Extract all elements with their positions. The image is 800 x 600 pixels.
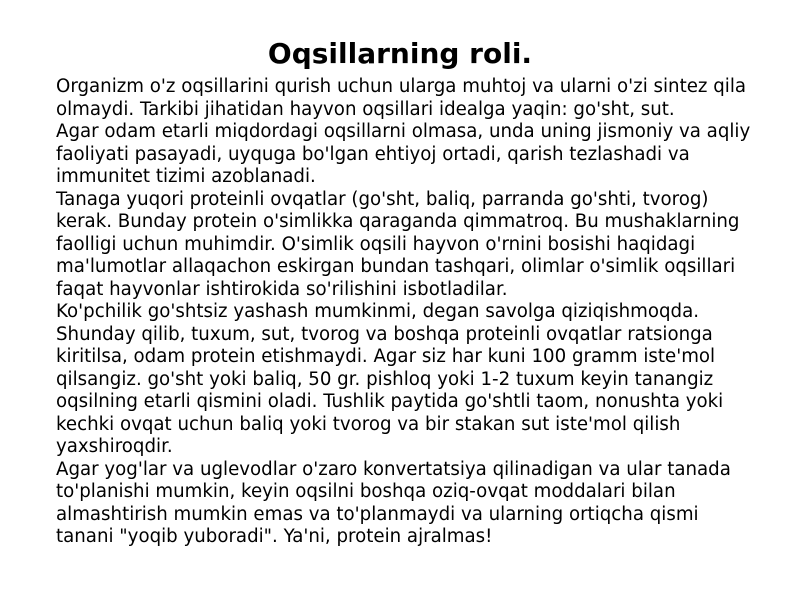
text-line: kiritilsa, odam protein etishmaydi. Agar siz har kuni 100 gramm iste'mol — [56, 346, 716, 367]
text-line: Shunday qilib, tuxum, sut, tvorog va boshqa proteinli ovqatlar ratsionga — [56, 323, 713, 345]
text-line: qilsangiz. go'sht yoki baliq, 50 gr. pishloq yoki 1-2 tuxum keyin tanangiz — [56, 368, 714, 390]
text-line: Agar odam etarli miqdordagi oqsillarni olmasa, unda uning jismoniy va aqliy — [56, 121, 751, 142]
text-line: yaxshiroqdir. — [56, 436, 173, 457]
text-line: oqsilning etarli qismini oladi. Tushlik paytida go'shtli taom, nonushta yoki — [56, 391, 724, 412]
text-line: ma'lumotlar allaqachon eskirgan bundan tashqari, olimlar o'simlik oqsillari — [56, 256, 736, 277]
text-line: olmaydi. Tarkibi jihatidan hayvon oqsillari idealga yaqin: go'sht, sut. — [56, 98, 675, 120]
text-line: Ko'pchilik go'shtsiz yashash mumkinmi, degan savolga qiziqishmoqda. — [56, 301, 700, 322]
body-text — [56, 76, 786, 549]
text-line: kechki ovqat uchun baliq yoki tvorog va bir stakan sut iste'mol qilish — [56, 413, 681, 435]
text-line: faoliyati pasayadi, uyquga bo'lgan ehtiyoj ortadi, qarish tezlashadi va — [56, 143, 690, 165]
text-line: tanani "yoqib yuboradi". Ya'ni, protein ajralmas! — [56, 526, 493, 547]
text-line: immunitet tizimi azoblanadi. — [56, 166, 316, 187]
text-line: Tanaga yuqori proteinli ovqatlar (go'sht, baliq, parranda go'shti, tvorog) — [56, 188, 709, 210]
text-line: almashtirish mumkin emas va to'planmaydi va ularning ortiqcha qismi — [56, 503, 699, 525]
text-line: Agar yog'lar va uglevodlar o'zaro konvertatsiya qilinadigan va ular tanada — [56, 458, 731, 480]
text-line: kerak. Bunday protein o'simlikka qaraganda qimmatroq. Bu mushaklarning — [56, 211, 740, 232]
text-line: to'planishi mumkin, keyin oqsilni boshqa oziq-ovqat moddalari bilan — [56, 481, 676, 502]
text-line: Organizm o'z oqsillarini qurish uchun ularga muhtoj va ularni o'zi sintez qila — [56, 76, 747, 97]
slide-title: Oqsillarning roli. — [267, 37, 533, 70]
text-line: faolligi uchun muhimdir. O'simlik oqsili hayvon o'rnini bosishi haqidagi — [56, 233, 696, 255]
text-line: faqat hayvonlar ishtirokida so'rilishini isbotladilar. — [56, 278, 508, 300]
